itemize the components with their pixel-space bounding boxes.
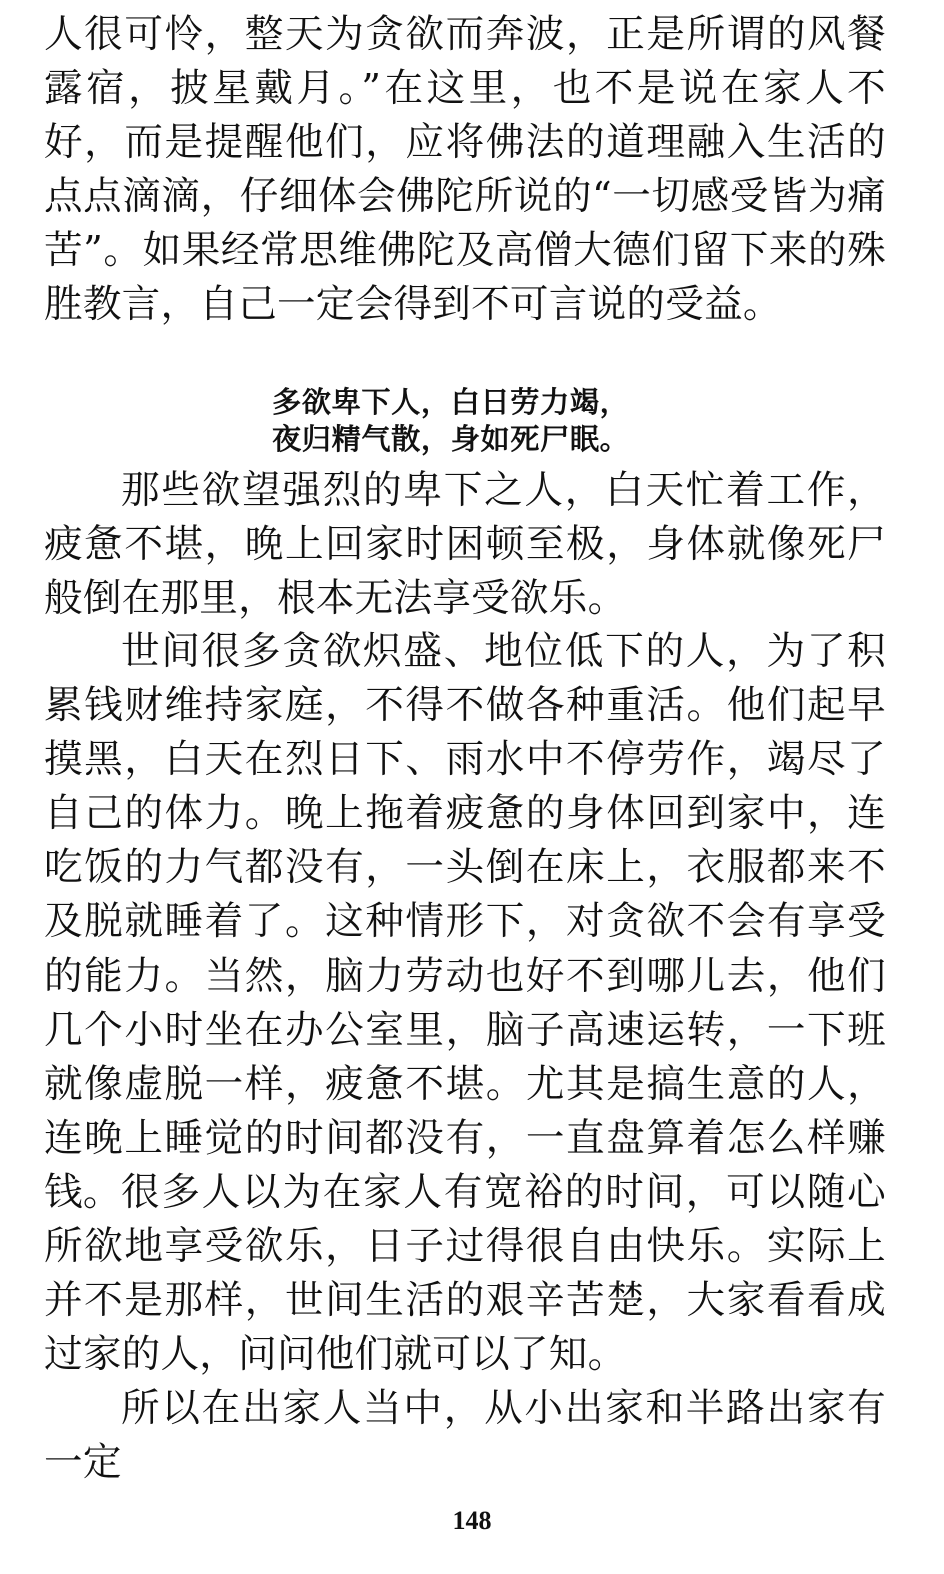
- paragraph-householder-life: 很多人以为在家人有宽裕的时间，可以随心所欲地享受欲乐，日子过得很自由快乐。实际上并不是那样，世间生活的艰辛苦楚，大家看看成过家的人，问问他们就可以了知。: [44, 1170, 886, 1378]
- verse-quote: [272, 384, 722, 458]
- verse-line-1: 多欲卑下人，白日劳力竭，: [272, 385, 630, 419]
- paragraph-verse-explanation: 那些欲望强烈的卑下之人，白天忙着工作，疲惫不堪，晚上回家时困顿至极，身体就像死尸般倒在那里，根本无法享受欲乐。: [44, 468, 886, 622]
- verse-line-2: 夜归精气散，身如死尸眠。: [272, 422, 630, 456]
- paragraph-worldly-labor: 世间很多贪欲炽盛、地位低下的人，为了积累钱财维持家庭，不得不做各种重活。他们起早摸黑，白天在烈日下、雨水中不停劳作，竭尽了自己的体力。晚上拖着疲惫的身体回到家中，连吃饭的力气都没有，一头倒在床上，衣服都来不及脱就睡着了。这种情形下，对贪欲不会有享受的能力。当然，脑力劳动也好不到哪儿去，他们几个小时坐在办公室里，脑子高速运转，一下班就像虚脱一样，疲惫不堪。尤其是搞生意的人，连晚上睡觉的时间都没有，一直盘算着怎么样赚钱。: [44, 629, 886, 1215]
- paragraph-monastics: 所以在出家人当中，从小出家和半路出家有一定: [44, 1386, 886, 1486]
- page-number: 148: [452, 1506, 492, 1535]
- paragraph-continuation: 人很可怜，整天为贪欲而奔波，正是所谓的风餐露宿，披星戴月。”在这里，也不是说在家人不好，而是提醒他们，应将佛法的道理融入生活的点点滴滴，仔细体会佛陀所说的“一切感受皆为痛苦”。如果经常思维佛陀及高僧大德们留下来的殊胜教言，自己一定会得到不可言说的受益。: [44, 12, 886, 328]
